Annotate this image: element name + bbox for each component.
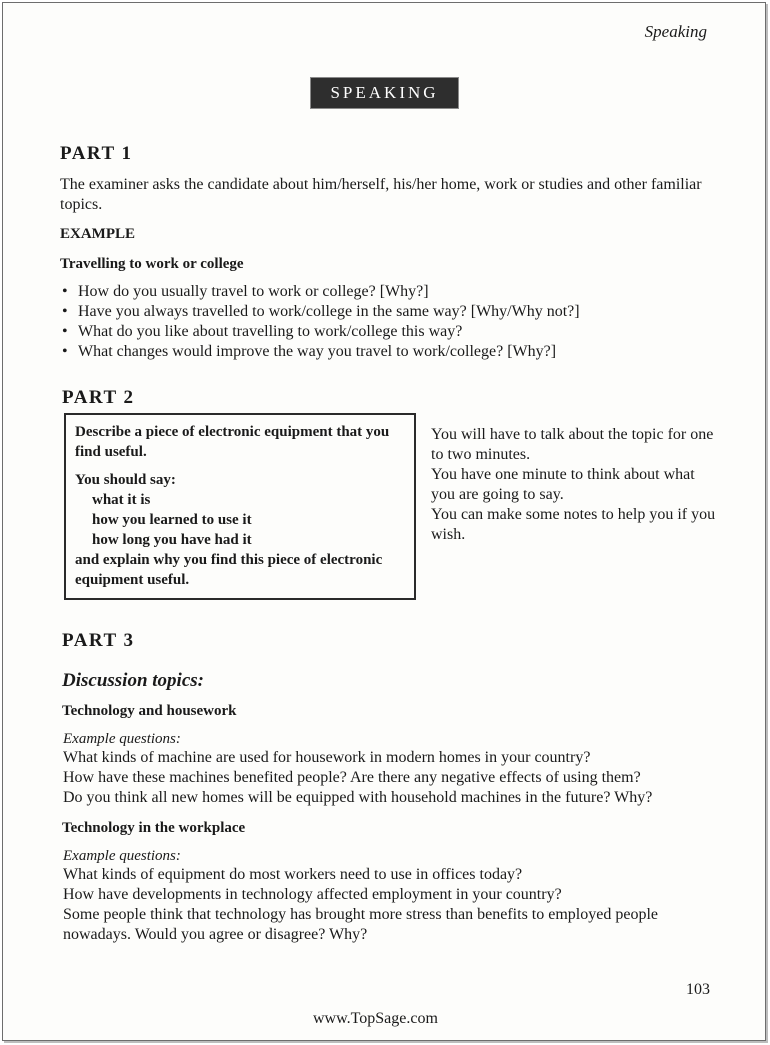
cue-card [64, 413, 416, 600]
part1-question-list [62, 282, 722, 362]
part3-heading: PART 3 [62, 630, 135, 651]
cue-card-explain: and explain why you find this piece of electronic equipment useful. [75, 552, 383, 588]
cue-card-prompt: Describe a piece of electronic equipment that you find useful. [75, 424, 390, 460]
topic-question-list [63, 865, 673, 945]
example-questions-label: Example questions: [63, 848, 181, 864]
discussion-topics-label: Discussion topics: [62, 670, 204, 691]
part1-intro: The examiner asks the candidate about him/herself, his/her home, work or studies and other familiar topics. [60, 176, 702, 213]
footer-url: www.TopSage.com [313, 1010, 438, 1027]
section-banner: SPEAKING [310, 77, 459, 109]
running-head: Speaking [644, 22, 707, 41]
list-item: • Have you always travelled to work/college in the same way? [Why/Why not?] [62, 302, 722, 322]
question-line: What kinds of machine are used for housework in modern homes in your country? [63, 749, 591, 766]
cue-card-point: how you learned to use it [92, 512, 252, 528]
cue-card-point: what it is [92, 492, 151, 508]
part1-heading: PART 1 [60, 143, 133, 164]
topic-question-list [63, 748, 723, 808]
page-number: 103 [686, 981, 710, 998]
list-item: • What changes would improve the way you travel to work/college? [Why?] [62, 342, 722, 362]
question-line: What kinds of equipment do most workers need to use in offices today? [63, 866, 523, 883]
question-line: How have these machines benefited people? Are there any negative effects of using them? [63, 769, 641, 786]
part2-heading: PART 2 [62, 387, 135, 408]
instruction-line: You have one minute to think about what you are going to say. [431, 466, 695, 503]
question-line: Do you think all new homes will be equipped with household machines in the future? Why? [63, 789, 653, 806]
document-page [2, 2, 766, 1041]
topic-title: Technology in the workplace [62, 820, 246, 836]
instruction-line: You will have to talk about the topic for one to two minutes. [431, 426, 714, 463]
cue-card-should-say: You should say: [75, 472, 176, 488]
part1-example-label: EXAMPLE [60, 226, 135, 242]
cue-card-point: how long you have had it [92, 532, 252, 548]
question-line: Some people think that technology has brought more stress than benefits to employed people nowadays. Would you agree or disagree? Why? [63, 906, 658, 943]
example-questions-label: Example questions: [63, 731, 181, 747]
list-item: • What do you like about travelling to work/college this way? [62, 322, 722, 342]
topic-title: Technology and housework [62, 703, 237, 719]
instruction-line: You can make some notes to help you if you wish. [431, 506, 716, 543]
part1-topic: Travelling to work or college [60, 256, 244, 272]
part2-instructions [431, 425, 721, 545]
question-line: How have developments in technology affected employment in your country? [63, 886, 562, 903]
list-item: • How do you usually travel to work or college? [Why?] [62, 282, 722, 302]
